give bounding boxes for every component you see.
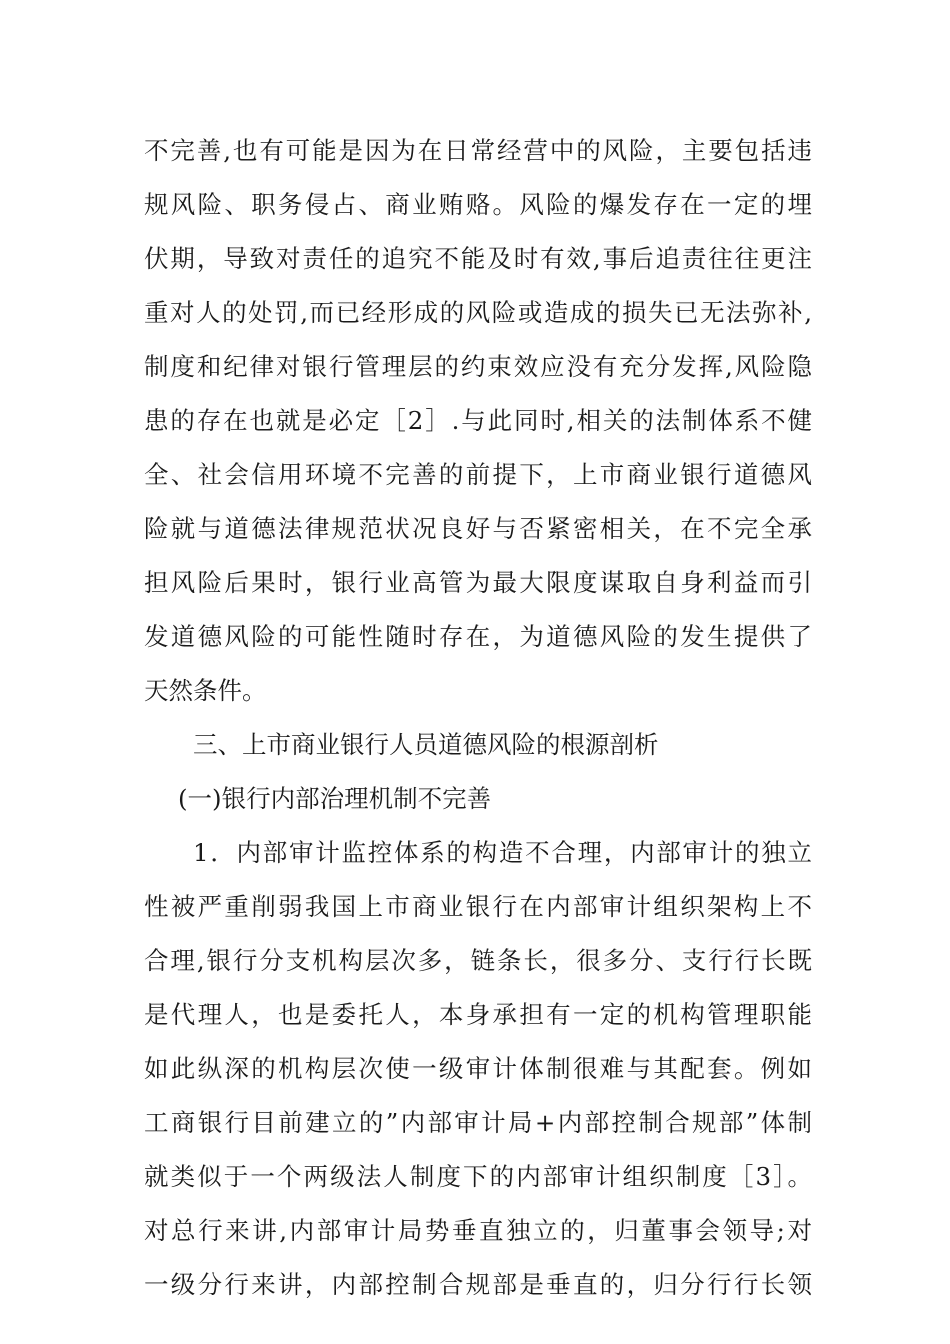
section-heading: 三、上市商业银行人员道德风险的根源剖析 [193,730,659,759]
paragraph-line: 险就与道德法律规范状况良好与否紧密相关，在不完全承 [144,514,812,543]
paragraph-line: 性被严重削弱我国上市商业银行在内部审计组织架构上不 [144,892,812,921]
paragraph-line: 规风险、职务侵占、商业贿赂。风险的爆发存在一定的埋 [144,190,812,219]
paragraph-line: 对总行来讲,内部审计局势垂直独立的，归董事会领导;对 [144,1216,812,1245]
body-text [144,124,812,1312]
subsection-heading: (一)银行内部治理机制不完善 [178,784,492,813]
paragraph-line: 全、社会信用环境不完善的前提下，上市商业银行道德风 [144,460,812,489]
paragraph-line: 是代理人，也是委托人，本身承担有一定的机构管理职能 [144,1000,812,1029]
paragraph-last-line: 天然条件。 [144,676,267,705]
paragraph-line: 一级分行来讲，内部控制合规部是垂直的，归分行行长领 [144,1270,812,1299]
paragraph-line: 重对人的处罚,而已经形成的风险或造成的损失已无法弥补, [144,298,812,327]
paragraph-line: 患的存在也就是必定［2］.与此同时,相关的法制体系不健 [144,406,812,435]
paragraph-line: 担风险后果时，银行业高管为最大限度谋取自身利益而引 [144,568,812,597]
paragraph-line: 就类似于一个两级法人制度下的内部审计组织制度［3］。 [144,1162,812,1191]
paragraph-line: 制度和纪律对银行管理层的约束效应没有充分发挥,风险隐 [144,352,812,381]
paragraph-line: 发道德风险的可能性随时存在，为道德风险的发生提供了 [144,622,812,651]
paragraph-line: 合理,银行分支机构层次多，链条长，很多分、支行行长既 [144,946,812,975]
paragraph-line: 不完善,也有可能是因为在日常经营中的风险，主要包括违 [144,136,812,165]
paragraph-line: 工商银行目前建立的”内部审计局+内部控制合规部”体制 [144,1108,812,1137]
paragraph-line: 伏期，导致对责任的追究不能及时有效,事后追责往往更注 [144,244,812,273]
paragraph-first-line: 1．内部审计监控体系的构造不合理，内部审计的独立 [193,838,812,867]
paragraph-line: 如此纵深的机构层次使一级审计体制很难与其配套。例如 [144,1054,812,1083]
